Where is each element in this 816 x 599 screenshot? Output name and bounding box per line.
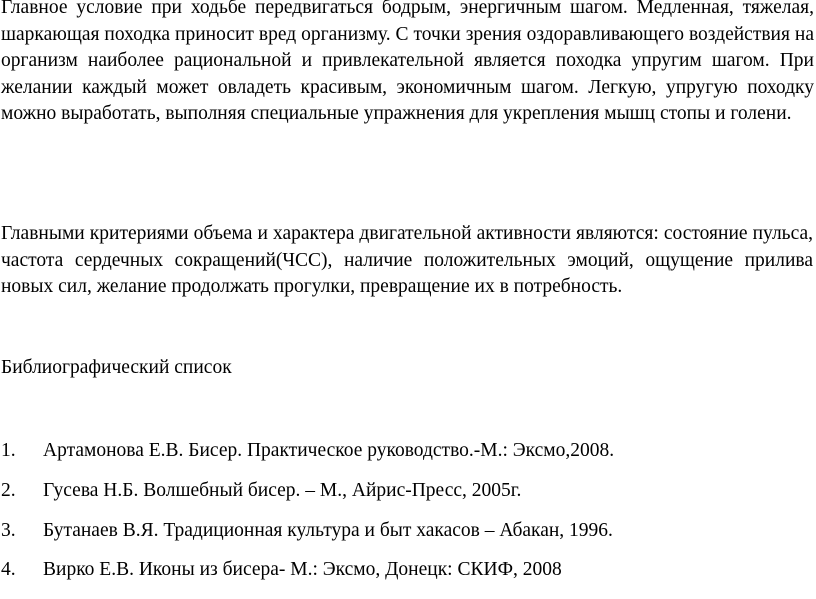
- bibliography-item-text: Вирко Е.В. Иконы из бисера- М.: Эксмо, Донецк: СКИФ, 2008: [43, 559, 562, 580]
- paragraph-walking-style: Главное условие при ходьбе передвигаться бодрым, энергичным шагом. Медленная, тяжелая, шаркающая походка приносит вред организму. С точки зрения оздоравливающего воздействия на организм наиболее рациональной и привлекательной является походка упругим шагом. При желании каждый может овладеть красивым, экономичным шагом. Легкую, упругую походку можно выработать, выполняя специальные упражнения для укрепления мышц стопы и голени.: [1, 0, 814, 125]
- bibliography-item-number: 2.: [1, 480, 16, 501]
- bibliography-item-text: Артамонова Е.В. Бисер. Практическое руководство.-М.: Эксмо,2008.: [43, 440, 615, 461]
- bibliography-heading: Библиографический список: [1, 357, 232, 378]
- bibliography-item-number: 4.: [1, 559, 16, 580]
- bibliography-item: [1, 518, 801, 544]
- bibliography-item: [1, 557, 801, 583]
- bibliography-item-text: Гусева Н.Б. Волшебный бисер. – М., Айрис-Пресс, 2005г.: [43, 480, 522, 501]
- paragraph-activity-criteria: Главными критериями объема и характера двигательной активности являются: состояние пульса, частота сердечных сокращений(ЧСС), наличие положительных эмоций, ощущение прилива новых сил, желание продолжать прогулки, превращение их в потребность.: [1, 223, 813, 298]
- bibliography-item: [1, 478, 801, 504]
- bibliography-item-number: 3.: [1, 520, 16, 541]
- bibliography-item-number: 1.: [1, 440, 16, 461]
- bibliography-item: [1, 438, 801, 464]
- bibliography-item-text: Бутанаев В.Я. Традиционная культура и быт хакасов – Абакан, 1996.: [43, 520, 613, 541]
